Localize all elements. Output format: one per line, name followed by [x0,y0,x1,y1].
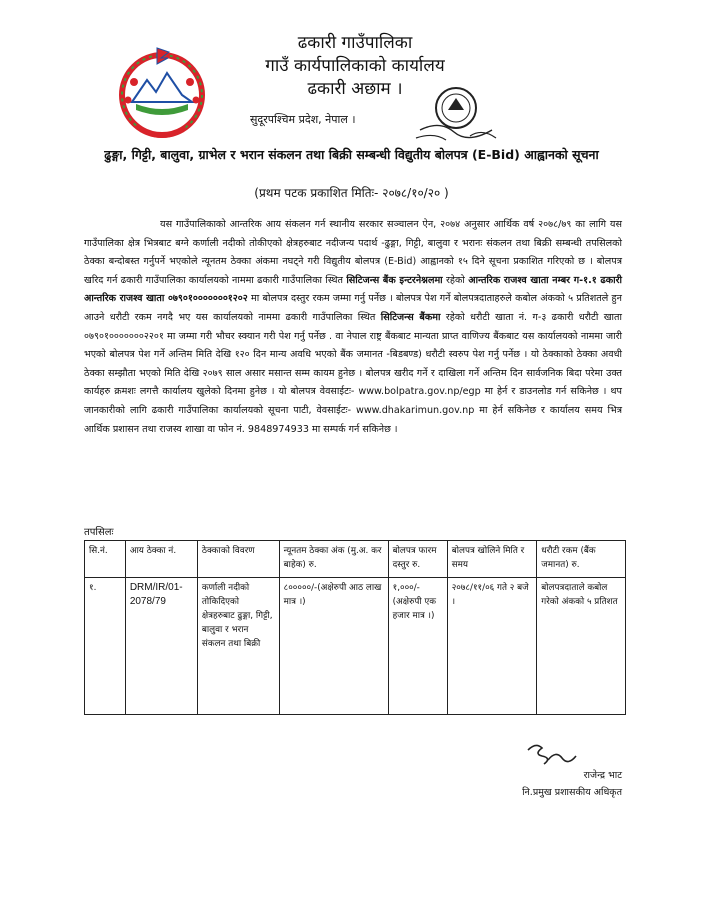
tapasil-label: तपसिलः [84,527,114,538]
col-header-code: आय ठेक्का नं. [125,541,197,578]
cell-fee: १,०००/-(अक्षेरुपी एक हजार मात्र ।) [388,578,447,715]
office-subtitle: गाउँ कार्यपालिकाको कार्यालय [265,56,445,76]
col-header-deposit: धरौटी रकम (बैंक जमानत) रु. [537,541,626,578]
col-header-min-amount: न्यूनतम ठेक्का अंक (मु.अ. कर बाहेक) रु. [279,541,388,578]
table-header-row [85,541,626,578]
cell-description: कर्णाली नदीको तोकिदिएको क्षेत्रहरुबाट ढुङ्गा, गिट्टी, बालुवा र भरान संकलन तथा बिक्री [197,578,279,715]
notice-publish-date: (प्रथम पटक प्रकाशित मितिः- २०७८/१०/२० ) [254,186,449,200]
col-header-sn: सि.नं. [85,541,126,578]
contract-table [84,540,626,715]
revenue-account: आन्तरिक राजश्व खाता नम्बर ग-१.१ ढकारी आन्तरिक राजश्व खाता ०७९०१०००००००१२०२ [84,274,622,305]
cell-code: DRM/IR/01-2078/79 [125,578,197,715]
signatory-name: राजेन्द्र भाट [583,770,622,781]
nepal-emblem-icon [112,40,212,140]
office-location: ढकारी अछाम । [307,79,403,99]
cell-open-date: २०७८/११/०६ गते २ बजे । [447,578,537,715]
body-part-3: मा बोलपत्र दस्तुर रकम जम्मा गर्नु पर्नेछ । बोलपत्र पेश गर्ने बोलपत्रदाताहरुले कबोल अंकको ५ प्रतिशतले हुन आउने धरौटी रकम नगदै भए यस कार्यालयको नाममा ढकारी गाउँपालिका स्थित [84,293,622,323]
body-part-2: रहेको [446,274,465,286]
col-header-open-date: बोलपत्र खोलिने मिति र समय [447,541,537,578]
body-part-4: रहेको धरौटी खाता नं. ग-३ ढकारी धरौटी खाता ०७९०१०००००००२२०१ मा जम्मा गरी भौचर स्क्यान गरी पेश गर्नु पर्नेछ . वा नेपाल राष्ट्र बैंकबाट मान्यता प्राप्त वाणिज्य बैंकबाट यस कार्यालयको नाममा जारी भएको बोलपत्र पेश गर्ने अन्तिम मिति देखि १२० दिन मान्य अवधि भएको बैंक जमानत -बिडबण्ड) धरौटी स्वरुप पेश गर्नु पर्नेछ । यो ठेक्काको ठेक्का अवधी ठेक्का सम्झौता भएको मिति देखि २०७९ साल असार मसान्त सम्म कायम हुनेछ । बोलपत्र खरीद गर्ने र दाखिला गर्ने अन्तिम दिन सार्वजनिक बिदा परेमा उक्त कार्यहरु क्रमशः लगत्तै कार्यालय खुलेको दिनमा हुनेछ । यो बोलपत्र वेवसाईटः- www.bolpatra.gov.np/egp मा हेर्न र डाउनलोड गर्न सकिनेछ । थप जानकारीको लागि ढकारी गाउँपालिका कार्यालयको सूचना पाटी, वेवसाईटः- www.dhakarimun.gov.np मा हेर्न सकिनेछ र कार्यालय समय भित्र आर्थिक प्रशासन तथा राजस्व शाखा वा फोन नं. 9848974933 मा सम्पर्क गर्न सकिनेछ । [84,311,622,435]
cell-sn: १. [85,578,126,715]
signatory-designation: नि.प्रमुख प्रशासकीय अधिकृत [522,787,622,798]
bank-name-2: सिटिजन्स बैंकमा [380,311,441,323]
col-header-description: ठेक्काको विवरण [197,541,279,578]
body-part-1: यस गाउँपालिकाको आन्तरिक आय संकलन गर्न स्थानीय सरकार सञ्चालन ऐन, २०७४ अनुसार आर्थिक वर्ष २०७८/७९ का लागि यस गाउँपालिका क्षेत्र भित्रबाट बग्ने कर्णाली नदीको तोकीएको क्षेत्रहरुबाट नदीजन्य पदार्थ -ढुङ्गा, गिट्टी, बालुवा र भरानः संकलन तथा बिक्री सम्बन्धी तपसिलको ठेक्का बन्दोबस्त गर्नुपर्ने भएकोले न्यूनतम ठेक्का अंकमा नघट्ने गरी विद्युतीय बोलपत्र (E-Bid) आह्वानको १५ दिने सूचना प्रकाशित गरिएको छ । बोलपत्र खरिद गर्न ढकारी गाउँपालिका कार्यालयको नाममा ढकारी गाउँपालिका स्थित [84,219,622,286]
notice-body [84,216,622,439]
office-name: ढकारी गाउँपालिका [297,33,413,53]
table-row [85,578,626,715]
notice-title: ढुङ्गा, गिट्टी, बालुवा, ग्राभेल र भरान संकलन तथा बिक्री सम्बन्धी विद्युतीय बोलपत्र (E-Bid) आह्वानको सूचना [104,147,599,162]
col-header-fee: बोलपत्र फारम दस्तुर रु. [388,541,447,578]
province-line: सुदूरपश्चिम प्रदेश, नेपाल । [250,113,356,126]
cell-deposit: बोलपत्रदाताले कबोल गरेको अंकको ५ प्रतिशत [537,578,626,715]
signature-icon [522,740,582,770]
cell-min-amount: ८०००००/-(अक्षेरुपी आठ लाख मात्र ।) [279,578,388,715]
bank-name-1: सिटिजन्स बैंक इन्टरनेश्नलमा [346,274,443,286]
